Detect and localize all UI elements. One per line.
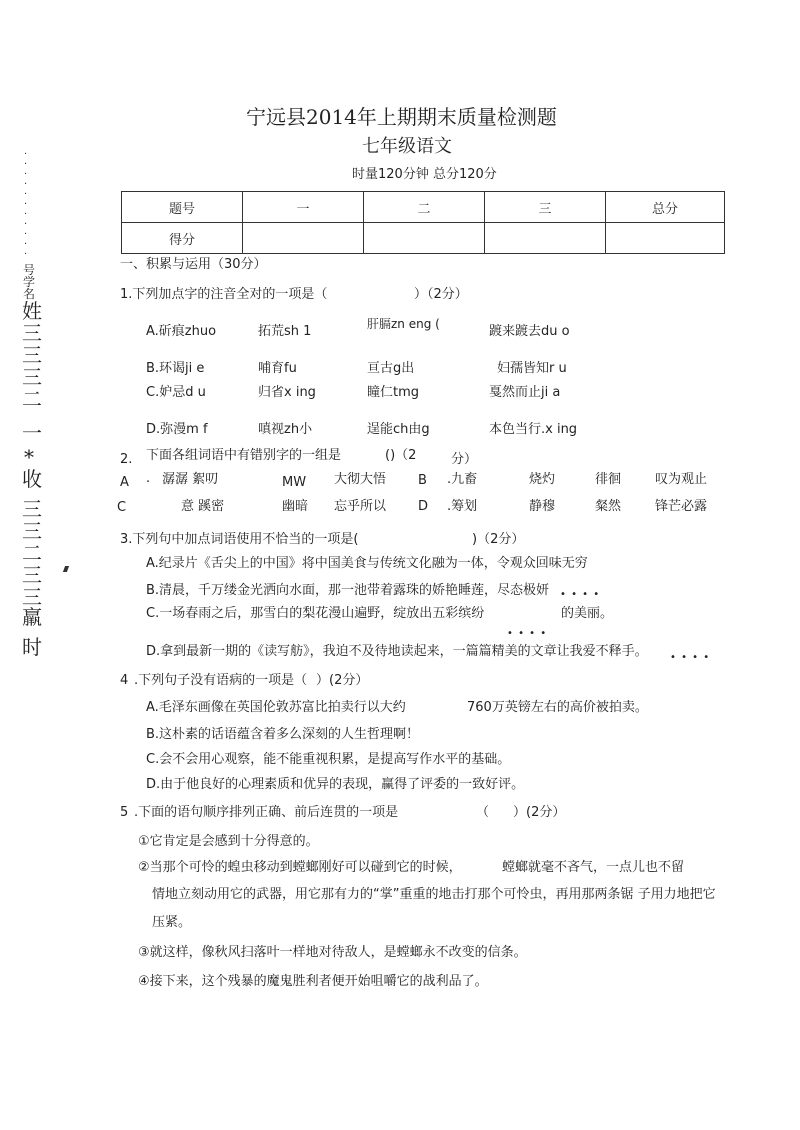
side-label: 三: [22, 563, 42, 587]
answer-blank: （: [476, 805, 490, 820]
question-4-number: 4: [120, 673, 129, 688]
q1-option-b: 妇孺皆知r u: [497, 361, 567, 376]
side-label: 名: [23, 287, 36, 301]
q1-option-c: 戛然而止ji a: [489, 385, 561, 400]
side-label: *: [24, 445, 34, 469]
exam-subject: 七年级语文: [362, 136, 452, 157]
q2-row-a: A: [120, 475, 129, 490]
q3-option-a: A.纪录片《舌尖上的中国》将中国美食与传统文化融为一体，令观众回味无穷: [146, 556, 588, 571]
side-label: 三: [22, 321, 42, 345]
q4-option-a: A.毛泽东画像在英国伦敦苏富比拍卖行以大约: [146, 700, 406, 715]
stray-mark: [63, 566, 69, 572]
section-title: 一、积累与运用（30分）: [120, 257, 267, 272]
q1-option-a: 踱来踱去du o: [489, 324, 570, 339]
q4-option-c: C.会不会用心观察，能不能重视积累，是提高写作水平的基础。: [146, 752, 511, 767]
question-5-number: 5: [120, 805, 129, 820]
q5-sentence-2: 螳螂就毫不吝气，一点儿也不留: [502, 860, 685, 875]
q2-row-c: 意 蹊密: [181, 499, 225, 514]
score-input-cell[interactable]: [243, 223, 364, 254]
question-5-stem: .下面的语句顺序排列正确、前后连贯的一项是: [134, 805, 399, 820]
q1-option-b: 哺育fu: [258, 361, 297, 376]
q2-row-a: 大彻大悟: [334, 472, 387, 487]
q5-sentence-2: 情地立刻动用它的武器，用它那有力的“掌”重重的地击打那个可怜虫，再用那两条锯 子用力地把它: [152, 887, 716, 902]
q5-sentence-2: ②当那个可怜的蝗虫移动到螳螂刚好可以碰到它的时候，: [138, 860, 462, 875]
q3-option-c: C.一场春雨之后，那雪白的梨花漫山遍野，绽放出五彩缤纷: [146, 606, 485, 621]
question-4-stem: .下列句子没有语病的一项是（: [134, 673, 308, 688]
side-label: 三: [22, 585, 42, 609]
exam-title: 宁远县2014年上期期末质量检测题: [246, 105, 557, 129]
score-input-cell[interactable]: [364, 223, 485, 254]
score-cell: 题号: [122, 192, 243, 223]
side-label: 收: [22, 467, 42, 491]
side-label: 羸: [22, 605, 42, 629]
q3-option-b: B.清晨，千万缕金光洒向水面，那一池带着露珠的娇艳睡莲，尽态极妍: [146, 583, 550, 598]
q1-option-a: A.斫痕zhuo: [146, 324, 217, 339]
side-label: 时: [22, 635, 42, 659]
side-label: 三: [22, 343, 42, 367]
q5-sentence-4: ④接下来，这个残暴的魔鬼胜利者便开始咀嚼它的战利品了。: [138, 974, 488, 989]
side-label: 二: [22, 541, 42, 565]
question-3-stem: 3.下列句中加点词语使用不恰当的一项是(: [120, 532, 359, 547]
q3-option-d: D.拿到最新一期的《读写舫》，我迫不及待地读起来，一篇篇精美的文章让我爱不释手。: [146, 644, 648, 659]
q1-option-d: 嗔视zh小: [258, 422, 313, 437]
question-5-points: ）(2分）: [513, 805, 566, 820]
emphasis-dots: • • • •: [560, 589, 601, 600]
exam-meta: 时量120分钟 总分120分: [352, 167, 497, 182]
side-label: 三: [22, 497, 42, 521]
q2-row-c: .筹划: [447, 499, 478, 514]
side-label: 一: [22, 421, 42, 445]
answer-blank: ）（2分）: [414, 287, 468, 302]
q2-row-c: 幽暗: [282, 499, 309, 514]
q5-sentence-2: 压紧。: [152, 915, 192, 930]
score-table-row: [122, 223, 725, 254]
q1-option-a: 肝膈zn eng (: [367, 317, 440, 331]
score-cell: 三: [485, 192, 606, 223]
q2-row-c: D: [418, 499, 429, 514]
side-label: 三: [22, 519, 42, 543]
answer-blank: ()（2: [385, 448, 417, 463]
question-2-stem: 下面各组词语中有错别字的一组是: [146, 448, 342, 463]
q4-option-b: B.这朴素的话语蕴含着多么深刻的人生哲理啊！: [146, 727, 420, 742]
q1-option-c: 瞳仁tmg: [367, 385, 420, 400]
q2-row-a: 叹为观止: [655, 472, 708, 487]
q2-row-a: 烧灼: [529, 472, 556, 487]
score-cell: 得分: [122, 223, 243, 254]
q1-option-c: C.妒忌d u: [146, 385, 206, 400]
q2-row-a: .九畜: [447, 472, 478, 487]
side-label: 学: [23, 275, 36, 289]
q1-option-c: 归省x ing: [258, 385, 316, 400]
question-1-stem: 1.下列加点字的注音全对的一项是（: [120, 287, 328, 302]
q2-row-a: 徘徊: [595, 472, 622, 487]
emphasis-dots: • • • •: [507, 628, 548, 639]
answer-blank: ）(2分）: [316, 673, 369, 688]
score-table-row: [122, 192, 725, 223]
score-cell: 二: [364, 192, 485, 223]
side-label: 三: [22, 365, 42, 389]
q2-row-a: 潺潺 絮叨: [162, 472, 219, 487]
q2-row-a: MW: [282, 475, 307, 490]
emphasis-dots: • • • •: [670, 652, 711, 663]
question-2-number: 2.: [120, 452, 133, 467]
score-input-cell[interactable]: [485, 223, 606, 254]
q2-row-c: 粲然: [595, 499, 622, 514]
q2-row-c: 锋芒必露: [655, 499, 708, 514]
score-table: [121, 191, 725, 254]
q1-option-a: 拓荒sh 1: [258, 324, 312, 339]
q5-sentence-3: ③就这样，像秋风扫落叶一样地对待敌人，是螳螂永不改变的信条。: [138, 945, 527, 960]
score-input-cell[interactable]: [606, 223, 725, 254]
q1-option-b: B.环谒ji e: [146, 361, 205, 376]
q2-row-c: 忘乎所以: [334, 499, 387, 514]
side-label: 号: [23, 263, 36, 277]
q1-option-b: 亘古g出: [367, 361, 415, 376]
side-label: 二: [22, 387, 42, 411]
q2-row-c: 静穆: [529, 499, 556, 514]
question-2-points: 分）: [451, 452, 478, 467]
q2-row-c: C: [117, 500, 127, 515]
q1-option-d: 本色当行.x ing: [489, 422, 578, 437]
score-cell: 一: [243, 192, 364, 223]
side-label: 姓: [22, 299, 42, 323]
q3-option-c: 的美丽。: [561, 606, 614, 621]
q5-sentence-1: ①它肯定是会感到十分得意的。: [138, 834, 319, 849]
q1-option-d: 逞能ch由g: [367, 422, 430, 437]
score-cell: 总分: [606, 192, 725, 223]
binding-dotted-line: · · · · · · · · · · ·: [24, 149, 28, 260]
answer-blank: )（2分）: [472, 532, 525, 547]
q2-row-a: .: [146, 471, 151, 486]
q2-row-a: B: [418, 473, 427, 488]
q4-option-a: 760万英镑左右的高价被拍卖。: [467, 700, 648, 715]
q4-option-d: D.由于他良好的心理素质和优异的表现，赢得了评委的一致好评。: [146, 777, 525, 792]
q1-option-d: D.弥漫m f: [146, 422, 208, 437]
